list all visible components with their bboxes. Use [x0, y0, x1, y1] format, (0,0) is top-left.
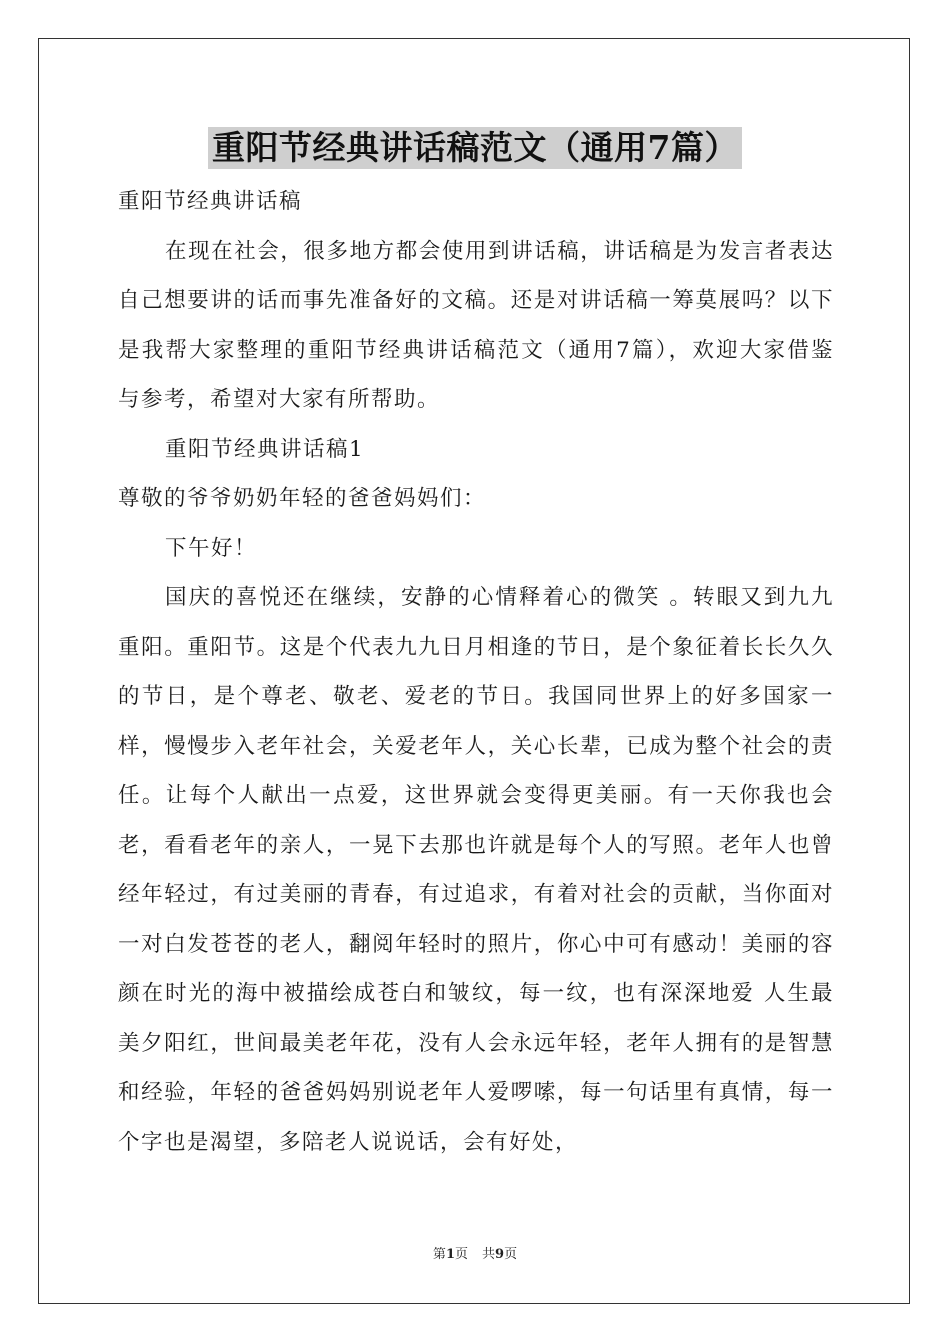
paragraph-salutation: 尊敬的爷爷奶奶年轻的爸爸妈妈们：: [118, 486, 487, 511]
paragraph-greeting: 下午好！: [165, 535, 258, 561]
paragraph-heading: 重阳节经典讲话稿: [118, 189, 303, 214]
page-footer: [0, 1246, 950, 1264]
paragraph-body: 国庆的喜悦还在继续，安静的心情释着心的微笑 。转眼又到九九重阳。重阳节。这是个代表九九日月相逢的节日，是个象征着长长久久的节日，是个尊老、敬老、爱老的节日。我国同世界上的好多国家一样，慢慢步入老年社会，关爱老年人，关心长辈，已成为整个社会的责任。让每个人献出一点爱，这世界就会变得更美丽。有一天你我也会老，看看老年的亲人，一晃下去那也许就是每个人的写照。老年人也曾经年轻过，有过美丽的青春，有过追求，有着对社会的贡献，当你面对一对白发苍苍的老人，翻阅年轻时的照片，你心中可有感动！美丽的容颜在时光的海中被描绘成苍白和皱纹，每一纹，也有深深地爱 人生最美夕阳红，世间最美老年花，没有人会永远年轻，老年人拥有的是智慧和经验，年轻的爸爸妈妈别说老年人爱啰嗦，每一句话里有真情，每一个字也是渴望，多陪老人说说话，会有好处，: [118, 585, 834, 1155]
paragraph-intro: 在现在社会，很多地方都会使用到讲话稿，讲话稿是为发言者表达自己想要讲的话而事先准备好的文稿。还是对讲话稿一筹莫展吗？以下是我帮大家整理的重阳节经典讲话稿范文（通用7篇），欢迎大家借鉴与参考，希望对大家有所帮助。: [118, 238, 834, 412]
title-container: [0, 127, 950, 169]
total-pages: 9: [495, 1247, 505, 1262]
document-body: [118, 177, 834, 1167]
total-suffix: 页: [504, 1247, 518, 1262]
page-prefix: 第: [432, 1247, 446, 1262]
paragraph-section-title: 重阳节经典讲话稿1: [165, 436, 365, 462]
page-suffix: 页: [454, 1247, 468, 1262]
page-number: 1: [445, 1247, 455, 1262]
document-title: 重阳节经典讲话稿范文（通用7篇）: [208, 127, 742, 169]
total-prefix: 共: [482, 1247, 496, 1262]
